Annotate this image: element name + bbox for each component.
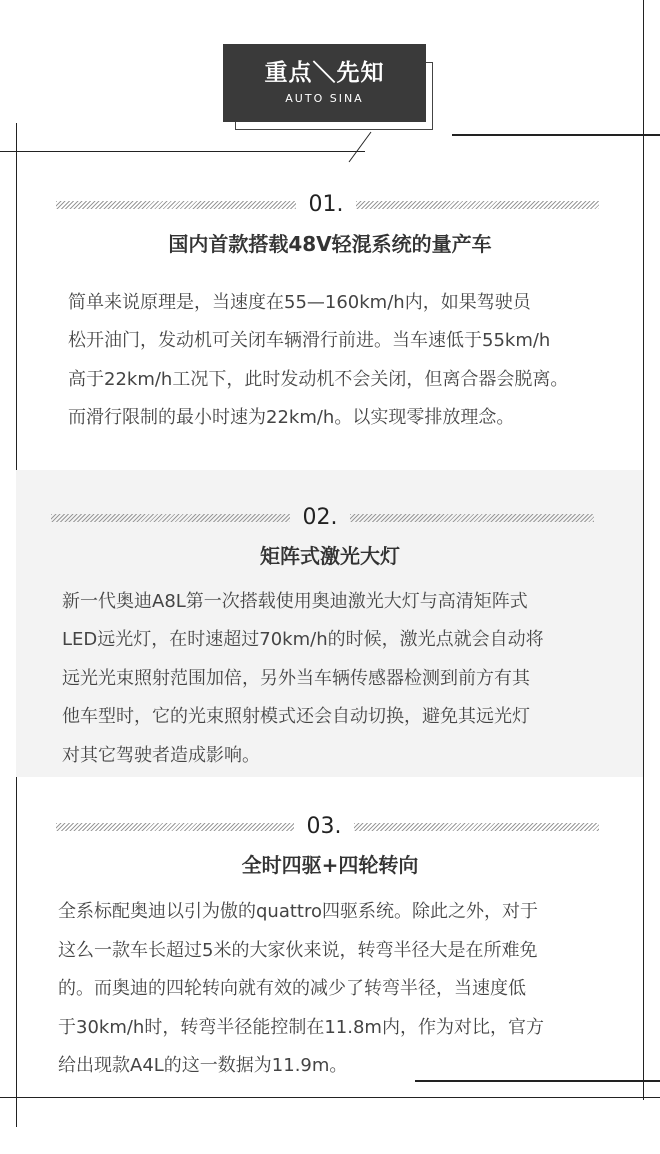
- section-1-divider-right: [356, 201, 599, 209]
- header-subtitle: AUTO SINA: [285, 92, 364, 105]
- frame-bottom-line: [0, 1097, 660, 1098]
- section-3-line: 于30km/h时，转弯半径能控制在11.8m内，作为对比，官方: [58, 1017, 544, 1038]
- frame-bottom-right-line: [415, 1080, 660, 1082]
- section-3-line: 的。而奥迪的四轮转向就有效的减少了转弯半径，当速度低: [58, 978, 526, 999]
- section-1-line: 高于22km/h工况下，此时发动机不会关闭，但离合器会脱离。: [68, 369, 569, 390]
- section-3-line: 给出现款A4L的这一数据为11.9m。: [58, 1055, 348, 1076]
- section-2-divider-right: [350, 514, 594, 522]
- header-badge: [223, 44, 426, 122]
- header-title: 重点＼先知: [264, 60, 385, 86]
- section-2-line: 对其它驾驶者造成影响。: [62, 745, 260, 766]
- section-2-number: 02.: [302, 505, 338, 530]
- section-2-divider-left: [51, 514, 290, 522]
- section-1-title: 国内首款搭载48V轻混系统的量产车: [168, 232, 492, 256]
- frame-top-left-line: [0, 151, 365, 152]
- section-3-line: 这么一款车长超过5米的大家伙来说，转弯半径大是在所难免: [58, 940, 538, 961]
- section-3-divider-left: [56, 823, 294, 831]
- slash-decoration: [345, 130, 375, 164]
- section-2-line: 他车型时，它的光束照射模式还会自动切换，避免其远光灯: [62, 706, 530, 727]
- section-1-line: 而滑行限制的最小时速为22km/h。以实现零排放理念。: [68, 407, 515, 428]
- section-3-number: 03.: [306, 814, 342, 839]
- frame-top-right-line: [452, 134, 660, 136]
- section-2-line: 远光光束照射范围加倍，另外当车辆传感器检测到前方有其: [62, 668, 530, 689]
- section-3-line: 全系标配奥迪以引为傲的quattro四驱系统。除此之外，对于: [58, 901, 538, 922]
- section-2-line: LED远光灯，在时速超过70km/h的时候，激光点就会自动将: [62, 629, 544, 650]
- section-2-title: 矩阵式激光大灯: [260, 544, 400, 568]
- section-2-line: 新一代奥迪A8L第一次搭载使用奥迪激光大灯与高清矩阵式: [62, 591, 528, 612]
- section-1-number: 01.: [308, 192, 344, 217]
- section-3-divider-right: [354, 823, 599, 831]
- section-1-line: 简单来说原理是，当速度在55—160km/h内，如果驾驶员: [68, 292, 531, 313]
- section-3-title: 全时四驱+四轮转向: [241, 853, 419, 877]
- section-1-line: 松开油门，发动机可关闭车辆滑行前进。当车速低于55km/h: [68, 330, 551, 351]
- section-1-divider-left: [56, 201, 296, 209]
